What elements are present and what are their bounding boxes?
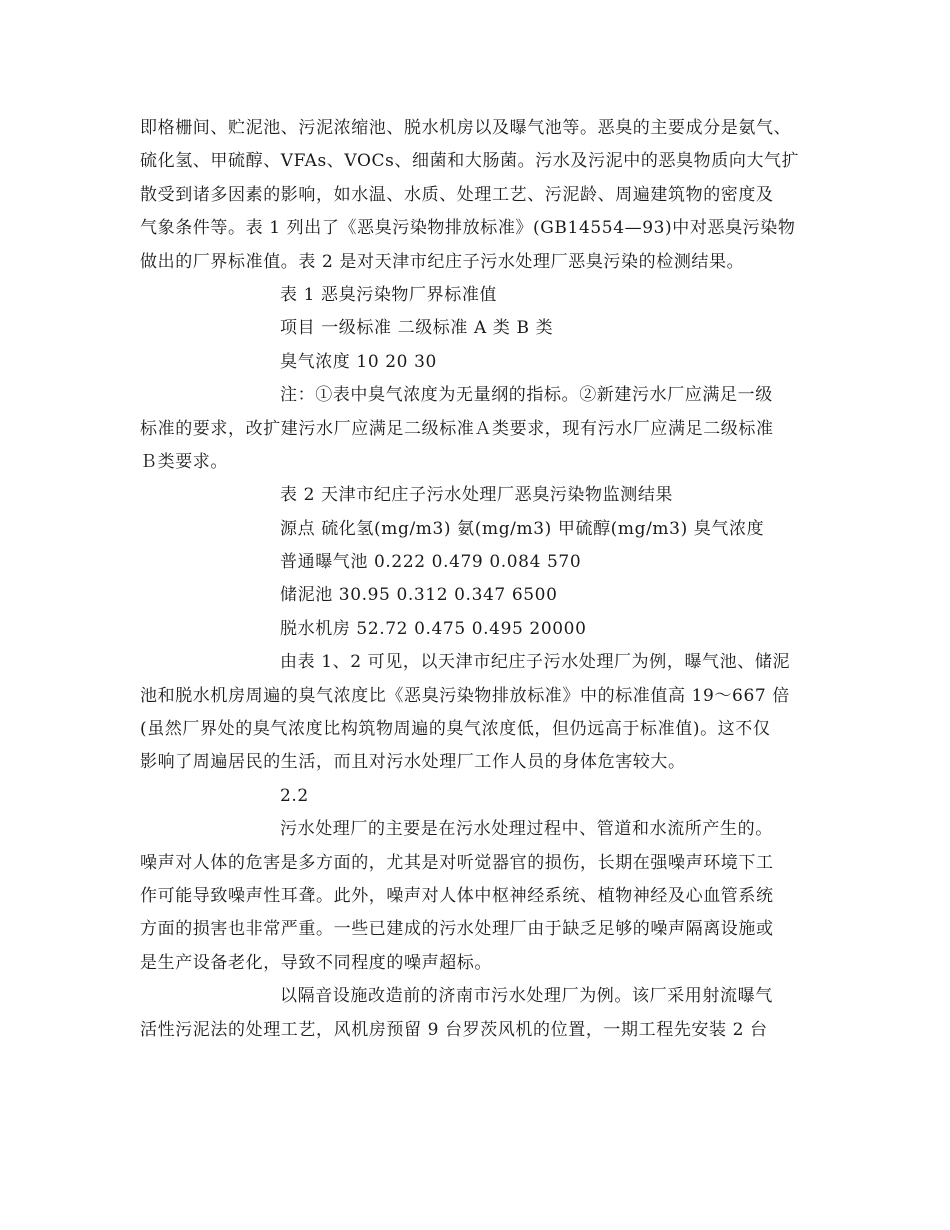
text-line: Ｂ类要求。	[140, 451, 228, 472]
text-line: 气象条件等。表 1 列出了《恶臭污染物排放标准》(GB14554—93)中对恶臭污染物	[140, 218, 796, 239]
text-line: 项目 一级标准 二级标准 A 类 B 类	[280, 318, 554, 339]
text-line: 源点 硫化氢(mg/m3) 氨(mg/m3) 甲硫醇(mg/m3) 臭气浓度	[280, 518, 765, 539]
text-line: 方面的损害也非常严重。一些已建成的污水处理厂由于缺乏足够的噪声隔离设施或	[140, 919, 774, 940]
text-line: 以隔音设施改造前的济南市污水处理厂为例。该厂采用射流曝气	[280, 986, 773, 1007]
text-line: 作可能导致噪声性耳聋。此外，噪声对人体中枢神经系统、植物神经及心血管系统	[140, 885, 774, 906]
text-line: 活性污泥法的处理工艺，风机房预留 9 台罗茨风机的位置，一期工程先安装 2 台	[140, 1019, 768, 1040]
text-line: 臭气浓度 10 20 30	[280, 351, 437, 372]
text-line: 普通曝气池 0.222 0.479 0.084 570	[280, 552, 582, 573]
text-line: 标准的要求，改扩建污水厂应满足二级标准Ａ类要求，现有污水厂应满足二级标准	[140, 418, 774, 439]
text-line: 散受到诸多因素的影响，如水温、水质、处理工艺、污泥龄、周遍建筑物的密度及	[140, 184, 774, 205]
text-line: 噪声对人体的危害是多方面的，尤其是对听觉器官的损伤，长期在强噪声环境下工	[140, 852, 774, 873]
text-line: 储泥池 30.95 0.312 0.347 6500	[280, 585, 558, 606]
text-line: 是生产设备老化，导致不同程度的噪声超标。	[140, 952, 492, 973]
text-line: 表 2 天津市纪庄子污水处理厂恶臭污染物监测结果	[280, 485, 674, 506]
text-line: 影响了周遍居民的生活，而且对污水处理厂工作人员的身体危害较大。	[140, 752, 686, 773]
text-line: 硫化氢、甲硫醇、VFAs、VOCs、细菌和大肠菌。污水及污泥中的恶臭物质向大气扩	[140, 151, 800, 172]
text-line: 做出的厂界标准值。表 2 是对天津市纪庄子污水处理厂恶臭污染的检测结果。	[140, 251, 745, 272]
text-line: 2.2	[280, 785, 309, 806]
text-line: 脱水机房 52.72 0.475 0.495 20000	[280, 618, 587, 639]
text-line: 池和脱水机房周遍的臭气浓度比《恶臭污染物排放标准》中的标准值高 19～667 倍	[140, 685, 790, 706]
document-page	[140, 112, 820, 1047]
text-line: 表 1 恶臭污染物厂界标准值	[280, 284, 498, 305]
text-line: 即格栅间、贮泥池、污泥浓缩池、脱水机房以及曝气池等。恶臭的主要成分是氨气、	[140, 118, 792, 138]
text-line: 注：①表中臭气浓度为无量纲的指标。②新建污水厂应满足一级	[280, 385, 773, 406]
text-line: 污水处理厂的主要是在污水处理过程中、管道和水流所产生的。	[280, 819, 773, 840]
text-line: (虽然厂界处的臭气浓度比构筑物周遍的臭气浓度低，但仍远高于标准值)。这不仅	[140, 719, 771, 740]
text-line: 由表 1、2 可见，以天津市纪庄子污水处理厂为例，曝气池、储泥	[280, 652, 791, 673]
